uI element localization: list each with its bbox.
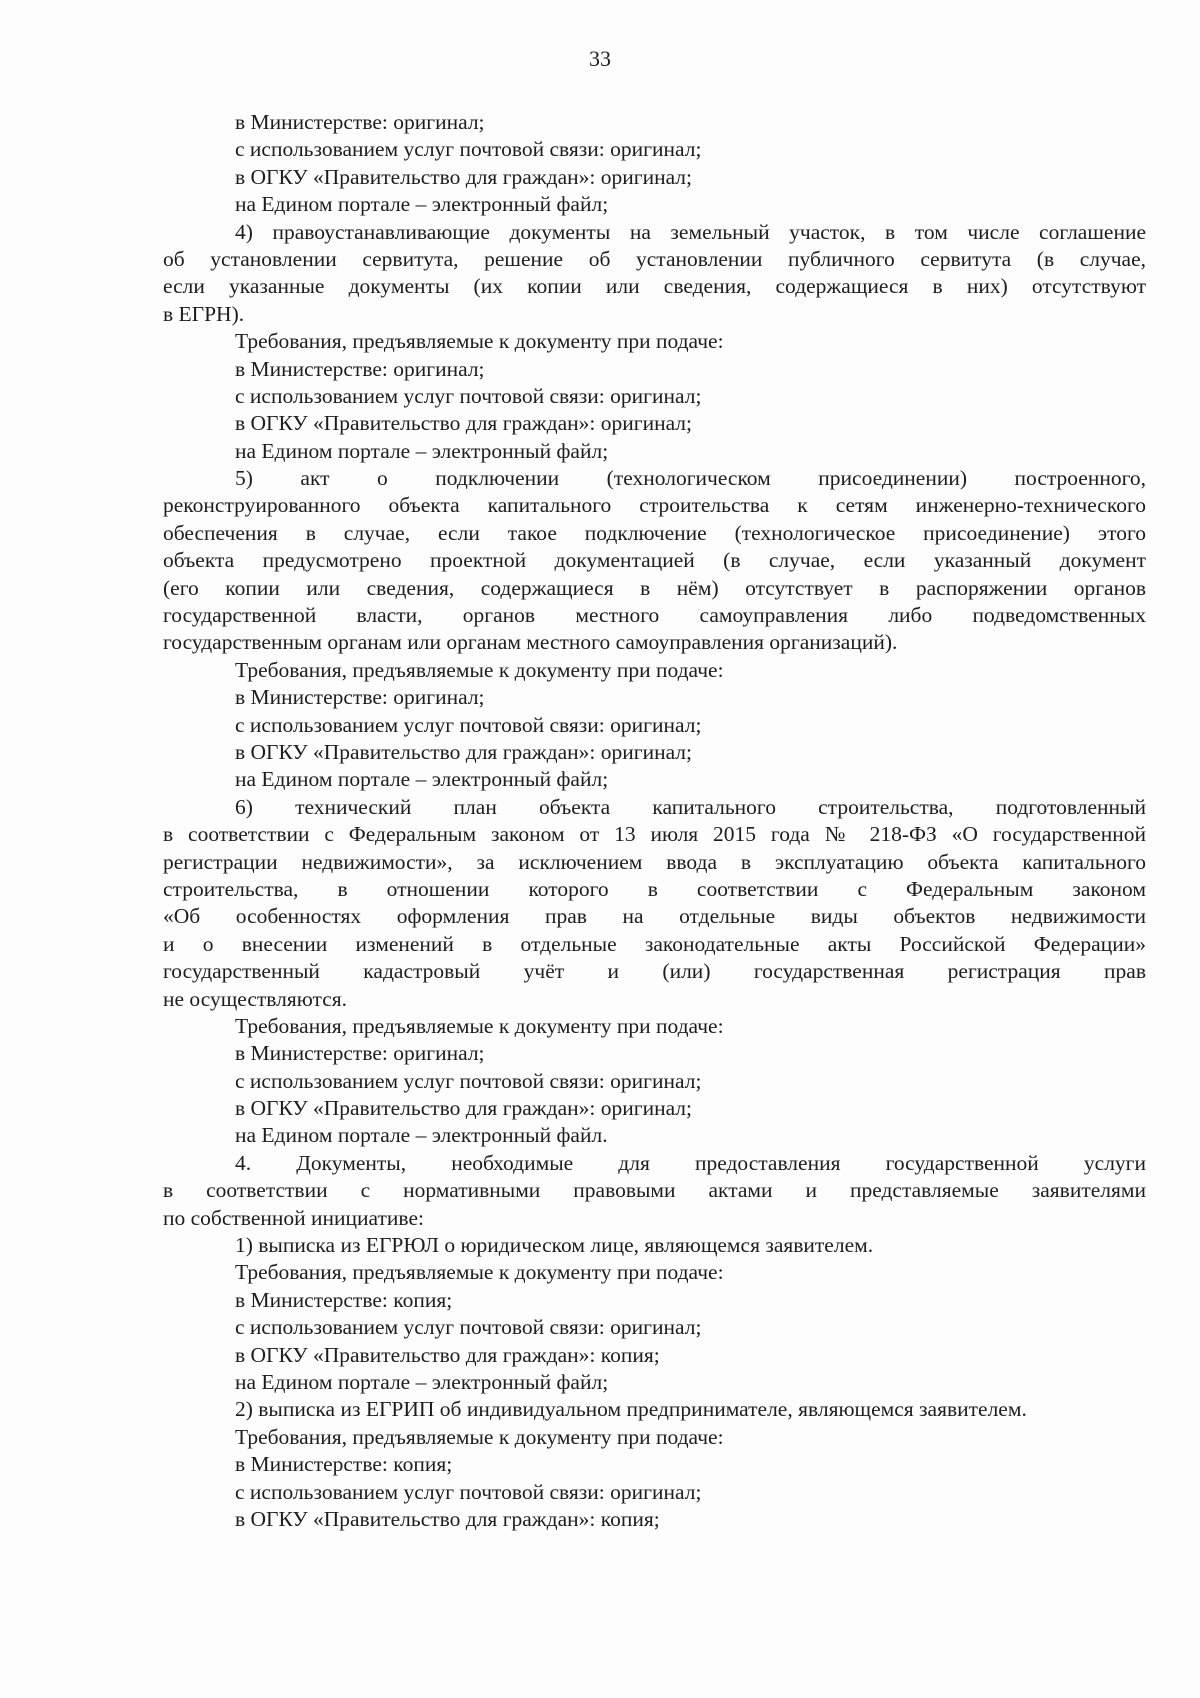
text-line: с использованием услуг почтовой связи: оригинал;	[235, 1068, 702, 1093]
text-line: в ЕГРН).	[163, 301, 245, 326]
text-line: государственный кадастровый учёт и (или) государственная регистрация прав	[163, 959, 1146, 984]
text-line: если указанные документы (их копии или сведения, содержащиеся в них) отсутствуют	[163, 274, 1146, 299]
text-line: в Министерстве: копия;	[235, 1452, 453, 1477]
text-line: с использованием услуг почтовой связи: оригинал;	[235, 1315, 702, 1340]
text-line: 5) акт о подключении (технологическом присоединении) построенного,	[235, 466, 1146, 491]
text-line: 4. Документы, необходимые для предоставления государственной услуги	[235, 1150, 1146, 1175]
text-line: в соответствии с Федеральным законом от 13 июля 2015 года № 218-ФЗ «О государственной	[163, 822, 1146, 847]
text-line: в Министерстве: оригинал;	[235, 356, 485, 381]
text-line: (его копии или сведения, содержащиеся в нём) отсутствует в распоряжении органов	[163, 575, 1146, 600]
text-line: 2) выписка из ЕГРИП об индивидуальном предпринимателе, являющемся заявителем.	[235, 1397, 1027, 1422]
text-line: на Едином портале – электронный файл;	[235, 192, 609, 217]
text-line: строительства, в отношении которого в соответствии с Федеральным законом	[163, 876, 1146, 901]
text-line: в соответствии с нормативными правовыми актами и представляемые заявителями	[163, 1178, 1146, 1203]
text-line: об установлении сервитута, решение об установлении публичного сервитута (в случае,	[163, 246, 1146, 271]
text-line: в ОГКУ «Правительство для граждан»: копия;	[235, 1506, 660, 1531]
text-line: с использованием услуг почтовой связи: оригинал;	[235, 383, 702, 408]
text-line: по собственной инициативе:	[163, 1205, 424, 1230]
text-line: с использованием услуг почтовой связи: оригинал;	[235, 712, 702, 737]
text-line: государственной власти, органов местного самоуправления либо подведомственных	[163, 603, 1146, 628]
text-line: с использованием услуг почтовой связи: оригинал;	[235, 137, 702, 162]
text-line: на Едином портале – электронный файл;	[235, 767, 609, 792]
text-line: на Едином портале – электронный файл;	[235, 438, 609, 463]
text-line: в ОГКУ «Правительство для граждан»: оригинал;	[235, 411, 693, 436]
text-line: Требования, предъявляемые к документу при подаче:	[235, 1260, 724, 1285]
text-line: в Министерстве: копия;	[235, 1287, 453, 1312]
text-line: в ОГКУ «Правительство для граждан»: копия;	[235, 1342, 660, 1367]
text-line: обеспечения в случае, если такое подключение (технологическое присоединение) этого	[163, 520, 1146, 545]
text-line: 1) выписка из ЕГРЮЛ о юридическом лице, являющемся заявителем.	[235, 1233, 874, 1258]
text-line: регистрации недвижимости», за исключением ввода в эксплуатацию объекта капитального	[163, 849, 1146, 874]
text-line: не осуществляются.	[163, 986, 348, 1011]
text-line: объекта предусмотрено проектной документацией (в случае, если указанный документ	[163, 548, 1146, 573]
text-line: в ОГКУ «Правительство для граждан»: оригинал;	[235, 164, 693, 189]
text-line: 4) правоустанавливающие документы на земельный участок, в том числе соглашение	[235, 219, 1146, 244]
text-line: в Министерстве: оригинал;	[235, 110, 485, 134]
page-number: 33	[589, 46, 611, 71]
text-line: на Едином портале – электронный файл;	[235, 1369, 609, 1394]
text-line: в Министерстве: оригинал;	[235, 685, 485, 710]
text-line: и о внесении изменений в отдельные законодательные акты Российской Федерации»	[163, 931, 1146, 956]
text-line: с использованием услуг почтовой связи: оригинал;	[235, 1479, 702, 1504]
text-line: в ОГКУ «Правительство для граждан»: оригинал;	[235, 739, 693, 764]
text-line: реконструированного объекта капитального строительства к сетям инженерно-технического	[163, 493, 1146, 518]
document-body	[163, 109, 1146, 1533]
text-line: государственным органам или органам местного самоуправления организаций).	[163, 630, 898, 655]
text-line: в Министерстве: оригинал;	[235, 1041, 485, 1066]
text-line: Требования, предъявляемые к документу при подаче:	[235, 1424, 724, 1449]
text-line: Требования, предъявляемые к документу при подаче:	[235, 1013, 724, 1038]
text-line: Требования, предъявляемые к документу при подаче:	[235, 657, 724, 682]
text-line: «Об особенностях оформления прав на отдельные виды объектов недвижимости	[163, 904, 1146, 929]
text-line: 6) технический план объекта капитального строительства, подготовленный	[235, 794, 1146, 819]
text-line: Требования, предъявляемые к документу при подаче:	[235, 329, 724, 354]
text-line: на Едином портале – электронный файл.	[235, 1123, 608, 1148]
text-line: в ОГКУ «Правительство для граждан»: оригинал;	[235, 1096, 693, 1121]
